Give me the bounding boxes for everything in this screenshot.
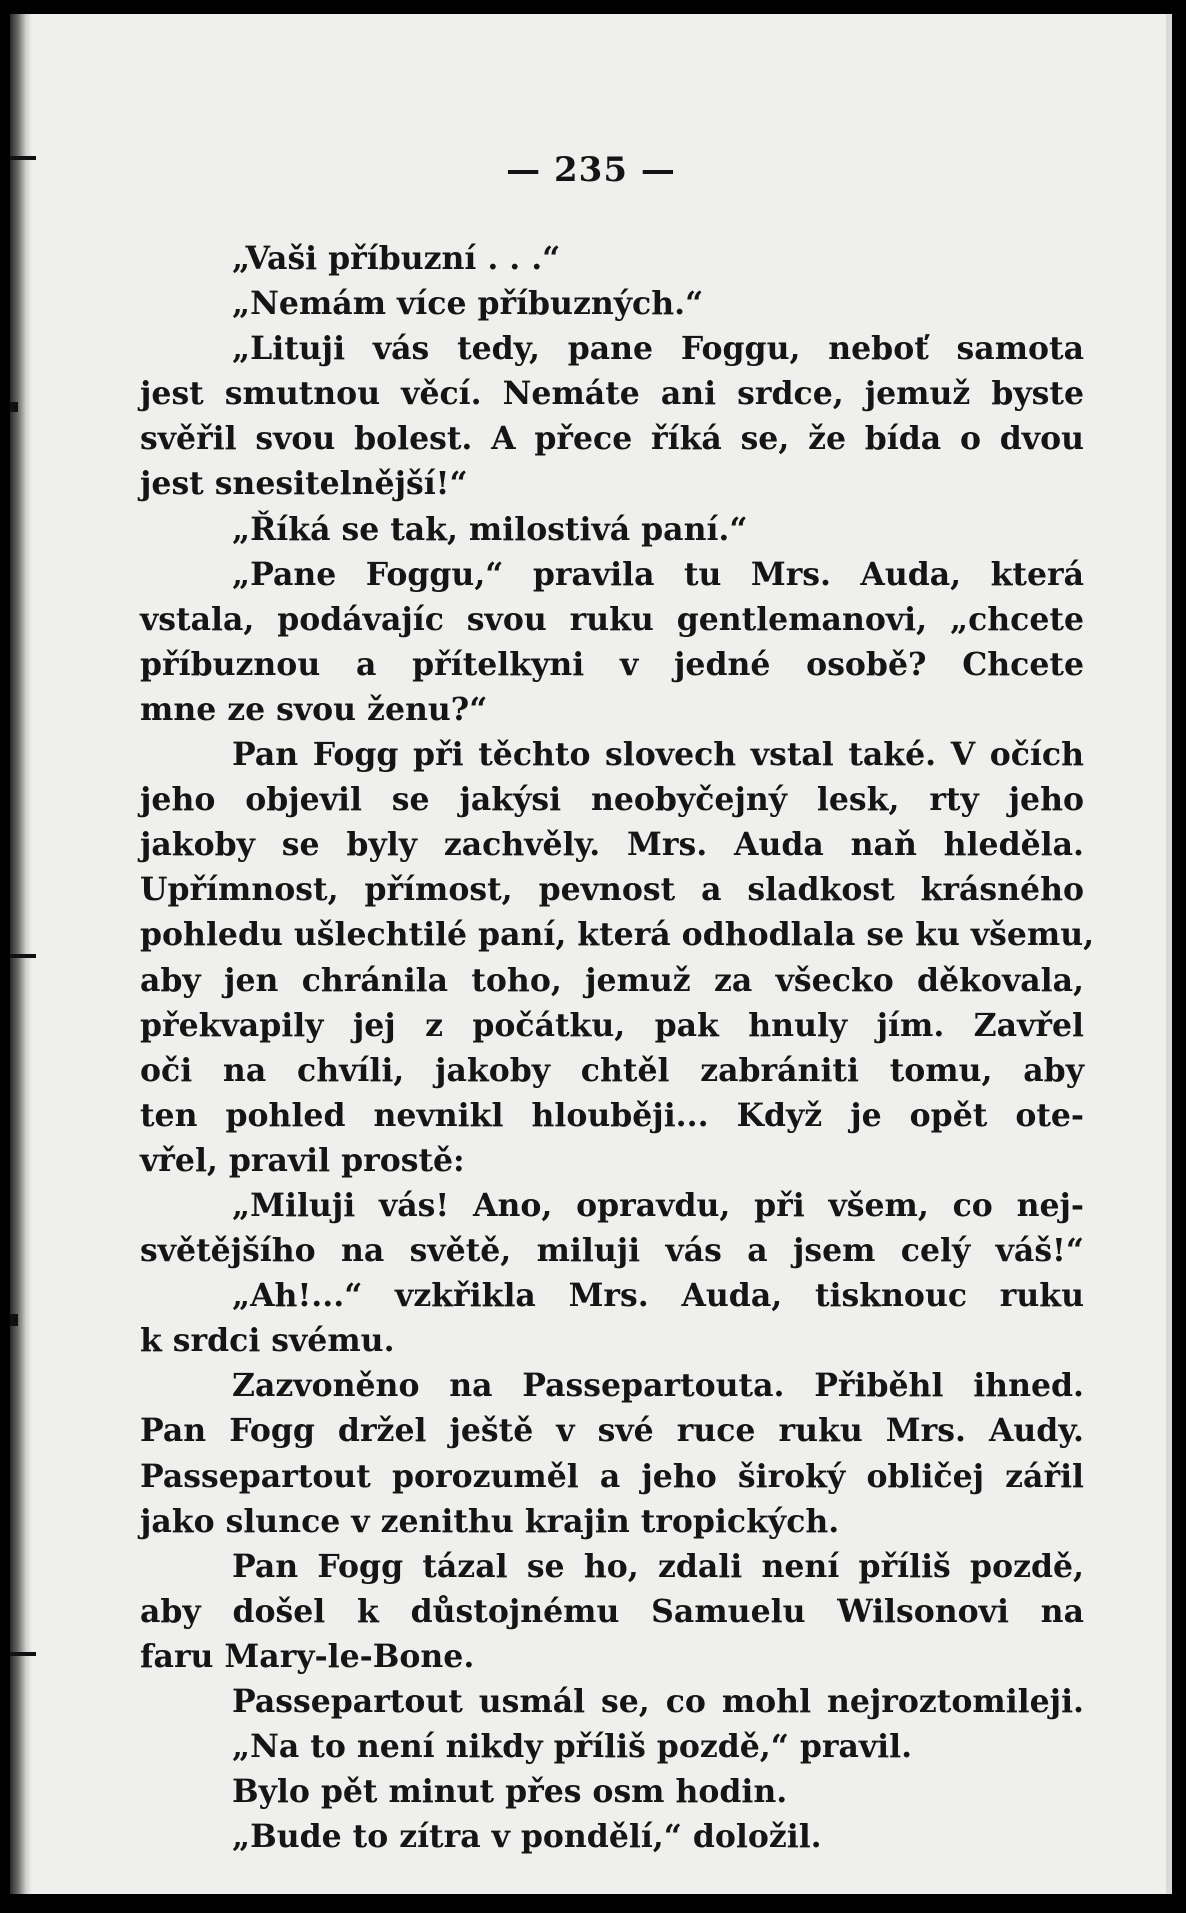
text-line: příbuznou a přítelkyni v jedné osobě? Chcete [140, 645, 1084, 683]
text-line: aby došel k důstojnému Samuelu Wilsonovi na [140, 1592, 1084, 1630]
text-line: „Ah!...“ vzkřikla Mrs. Auda, tisknouc ruku [232, 1277, 1084, 1315]
text-line: vstala, podávajíc svou ruku gentlemanovi, „chcete [140, 600, 1084, 638]
text-line: překvapily jej z počátku, pak hnuly jím. Zavřel [140, 1006, 1084, 1044]
text-line: faru Mary-le-Bone. [140, 1637, 475, 1675]
spine-mark [10, 1652, 36, 1656]
text-line: oči na chvíli, jakoby chtěl zabrániti tomu, aby [140, 1051, 1084, 1089]
text-line: Pan Fogg držel ještě v své ruce ruku Mrs. Audy. [140, 1412, 1084, 1450]
text-line: aby jen chránila toho, jemuž za všecko děkovala, [140, 961, 1084, 999]
text-line: pohledu ušlechtilé paní, která odhodlala se ku všemu, [140, 916, 1095, 954]
page-right-edge [1166, 14, 1172, 1894]
text-line: vřel, pravil prostě: [140, 1141, 465, 1179]
spine-mark [10, 402, 18, 412]
text-line: Passepartout usmál se, co mohl nejroztomileji. [232, 1683, 1084, 1720]
text-line: „Bude to zítra v pondělí,“ doložil. [232, 1818, 822, 1856]
text-line: „Na to není nikdy příliš pozdě,“ pravil. [232, 1728, 913, 1766]
book-page [10, 14, 1172, 1894]
text-line: „Vaši příbuzní . . .“ [232, 240, 561, 277]
text-line: k srdci svému. [140, 1322, 395, 1360]
text-line: Pan Fogg tázal se ho, zdali není příliš pozdě, [232, 1547, 1084, 1585]
text-line: jeho objevil se jakýsi neobyčejný lesk, rty jeho [140, 781, 1084, 819]
text-line: „Lituji vás tedy, pane Foggu, neboť samota [232, 330, 1084, 368]
text-line: jakoby se byly zachvěly. Mrs. Auda naň hleděla. [140, 826, 1084, 864]
text-line: světějšího na světě, miluji vás a jsem celý váš!“ [140, 1232, 1084, 1270]
text-line: „Pane Foggu,“ pravila tu Mrs. Auda, která [232, 555, 1084, 593]
text-line: ten pohled nevnikl hlouběji... Když je opět ote- [140, 1096, 1084, 1134]
spine-mark [10, 954, 36, 958]
text-line: Pan Fogg při těchto slovech vstal také. V očích [232, 736, 1084, 774]
text-line: Zazvoněno na Passepartouta. Přiběhl ihned. [232, 1367, 1084, 1405]
text-line: jako slunce v zenithu krajin tropických. [140, 1502, 840, 1540]
page-number: — 235 — [506, 150, 676, 190]
text-line: Bylo pět minut přes osm hodin. [232, 1773, 788, 1811]
text-line: „Miluji vás! Ano, opravdu, při všem, co nej- [232, 1186, 1084, 1224]
body-text [140, 236, 1095, 1859]
text-line: Upřímnost, přímost, pevnost a sladkost krásného [140, 871, 1084, 909]
text-line: jest smutnou věcí. Nemáte ani srdce, jemuž byste [140, 375, 1084, 413]
text-line: svěřil svou bolest. A přece říká se, že bída o dvou [140, 420, 1084, 458]
text-line: mne ze svou ženu?“ [140, 690, 488, 728]
spine-mark [10, 1314, 18, 1326]
text-line: „Říká se tak, milostivá paní.“ [232, 510, 748, 548]
text-line: Passepartout porozuměl a jeho široký obličej zářil [140, 1457, 1084, 1495]
text-line: „Nemám více příbuzných.“ [232, 285, 704, 323]
text-line: jest snesitelnější!“ [140, 465, 468, 503]
